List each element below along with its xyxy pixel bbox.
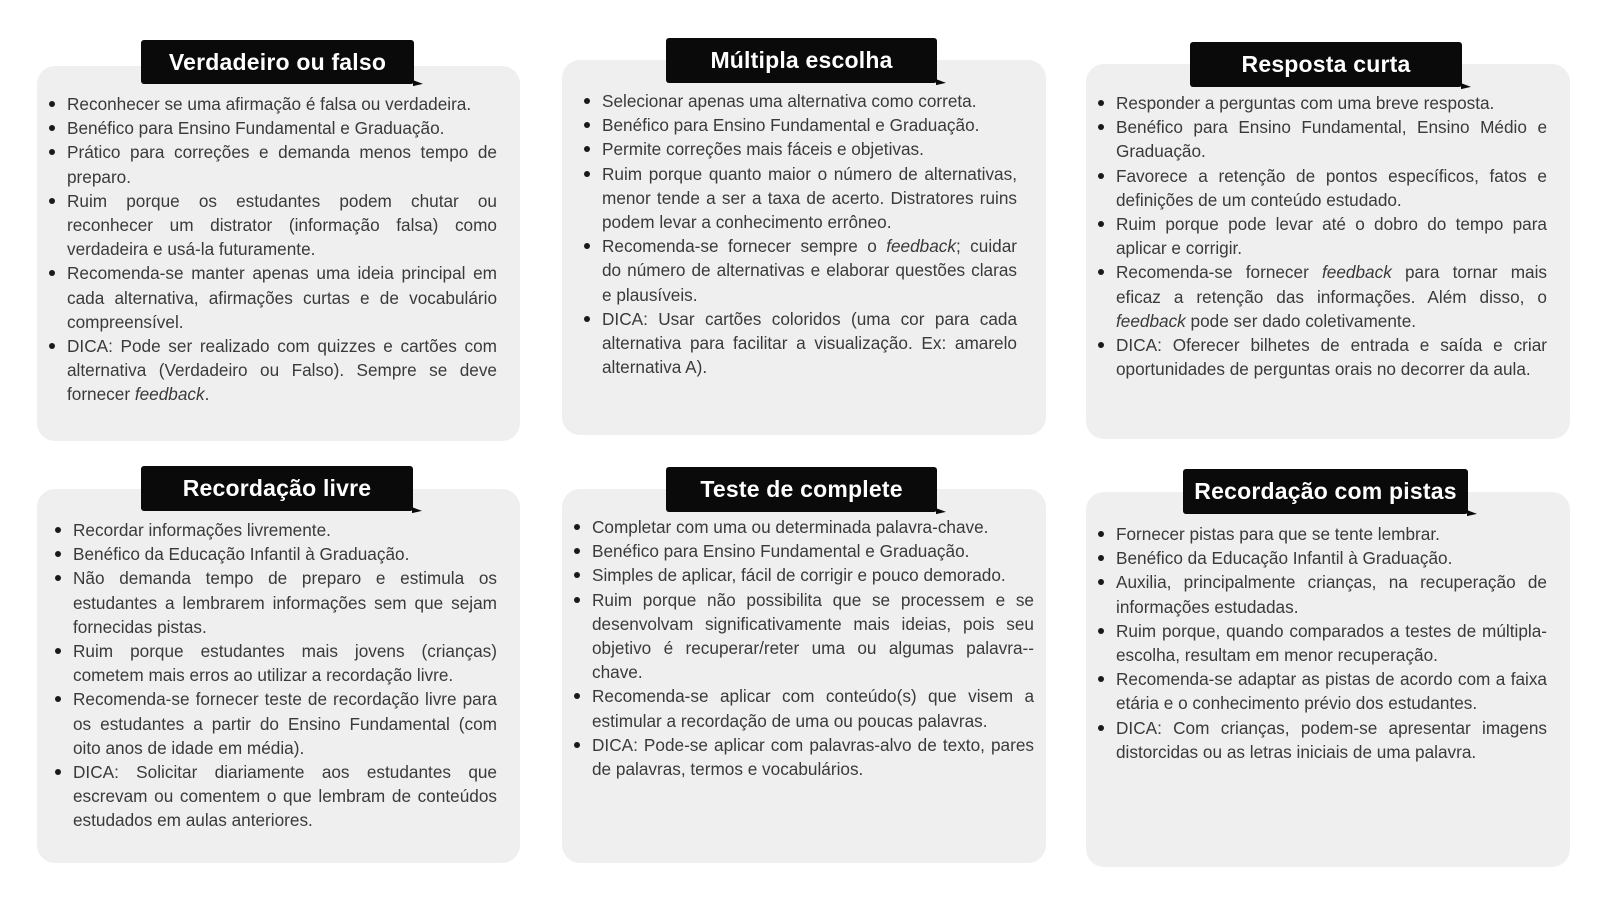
list-item: Benéfico para Ensino Fundamental e Graduação.	[602, 113, 1017, 137]
list-item: Ruim porque pode levar até o dobro do tempo para aplicar e corrigir.	[1116, 212, 1547, 260]
list-item: Recomenda-se adaptar as pistas de acordo com a faixa etária e o conhecimento prévio dos estudantes.	[1116, 667, 1547, 715]
card-title-recordacao-livre: Recordação livre	[141, 466, 413, 511]
list-item: Fornecer pistas para que se tente lembrar.	[1116, 522, 1547, 546]
card-title-verdadeiro-ou-falso: Verdadeiro ou falso	[141, 40, 414, 84]
list-item: Ruim porque, quando comparados a testes de múltipla-escolha, resultam em menor recuperação.	[1116, 619, 1547, 667]
list-item: Benéfico da Educação Infantil à Graduação.	[73, 542, 497, 566]
list-item: Recomenda-se manter apenas uma ideia principal em cada alternativa, afirmações curtas e de vocabulário compreensível.	[67, 261, 497, 334]
card-list-teste-de-complete	[562, 515, 1034, 781]
list-item: Recomenda-se aplicar com conteúdo(s) que visem a estimular a recordação de uma ou poucas palavras.	[592, 684, 1034, 732]
list-item: Recomenda-se fornecer feedback para tornar mais eficaz a retenção das informações. Além disso, o feedback pode ser dado coletivamente.	[1116, 260, 1547, 333]
list-item: Ruim porque estudantes mais jovens (crianças) cometem mais erros ao utilizar a recordação livre.	[73, 639, 497, 687]
list-item: DICA: Com crianças, podem-se apresentar imagens distorcidas ou as letras iniciais de uma palavra.	[1116, 716, 1547, 764]
list-item: Reconhecer se uma afirmação é falsa ou verdadeira.	[67, 92, 497, 116]
list-item: DICA: Oferecer bilhetes de entrada e saída e criar oportunidades de perguntas orais no decorrer da aula.	[1116, 333, 1547, 381]
list-item: Não demanda tempo de preparo e estimula os estudantes a lembrarem informações sem que sejam fornecidas pistas.	[73, 566, 497, 639]
list-item: Benéfico para Ensino Fundamental e Graduação.	[67, 116, 497, 140]
card-title-multipla-escolha: Múltipla escolha	[666, 38, 937, 83]
list-item: Recordar informações livremente.	[73, 518, 497, 542]
list-item: DICA: Solicitar diariamente aos estudantes que escrevam ou comentem o que lembram de conteúdos estudados em aulas anteriores.	[73, 760, 497, 833]
card-list-multipla-escolha	[572, 89, 1017, 379]
card-list-recordacao-livre	[43, 518, 497, 833]
list-item: Recomenda-se fornecer teste de recordação livre para os estudantes a partir do Ensino Fundamental (com oito anos de idade em média).	[73, 687, 497, 760]
list-item: Benéfico para Ensino Fundamental, Ensino Médio e Graduação.	[1116, 115, 1547, 163]
list-item: Prático para correções e demanda menos tempo de preparo.	[67, 140, 497, 188]
card-list-verdadeiro-ou-falso	[37, 92, 497, 407]
card-title-teste-de-complete: Teste de complete	[666, 467, 937, 512]
list-item: Ruim porque quanto maior o número de alternativas, menor tende a ser a taxa de acerto. Distratores ruins podem levar a conhecimento errôneo.	[602, 162, 1017, 235]
list-item: Completar com uma ou determinada palavra-chave.	[592, 515, 1034, 539]
list-item: Benéfico da Educação Infantil à Graduação.	[1116, 546, 1547, 570]
card-list-recordacao-com-pistas	[1086, 522, 1547, 764]
list-item: Selecionar apenas uma alternativa como correta.	[602, 89, 1017, 113]
list-item: DICA: Pode ser realizado com quizzes e cartões com alternativa (Verdadeiro ou Falso). Sempre se deve fornecer feedback.	[67, 334, 497, 407]
list-item: Benéfico para Ensino Fundamental e Graduação.	[592, 539, 1034, 563]
card-list-resposta-curta	[1086, 91, 1547, 381]
list-item: Recomenda-se fornecer sempre o feedback; cuidar do número de alternativas e elaborar questões claras e plausíveis.	[602, 234, 1017, 307]
list-item: Auxilia, principalmente crianças, na recuperação de informações estudadas.	[1116, 570, 1547, 618]
card-title-recordacao-com-pistas: Recordação com pistas	[1183, 469, 1468, 514]
card-title-resposta-curta: Resposta curta	[1190, 42, 1462, 87]
list-item: Permite correções mais fáceis e objetivas.	[602, 137, 1017, 161]
list-item: Ruim porque não possibilita que se processem e se desenvolvam significativamente mais ideias, pois seu objetivo é recuperar/reter uma ou algumas palavra--chave.	[592, 588, 1034, 685]
list-item: DICA: Pode-se aplicar com palavras-alvo de texto, pares de palavras, termos e vocabulários.	[592, 733, 1034, 781]
list-item: Ruim porque os estudantes podem chutar ou reconhecer um distrator (informação falsa) como verdadeira e usá-la futuramente.	[67, 189, 497, 262]
list-item: Responder a perguntas com uma breve resposta.	[1116, 91, 1547, 115]
list-item: Favorece a retenção de pontos específicos, fatos e definições de um conteúdo estudado.	[1116, 164, 1547, 212]
list-item: Simples de aplicar, fácil de corrigir e pouco demorado.	[592, 563, 1034, 587]
list-item: DICA: Usar cartões coloridos (uma cor para cada alternativa para facilitar a visualização. Ex: amarelo alternativa A).	[602, 307, 1017, 380]
